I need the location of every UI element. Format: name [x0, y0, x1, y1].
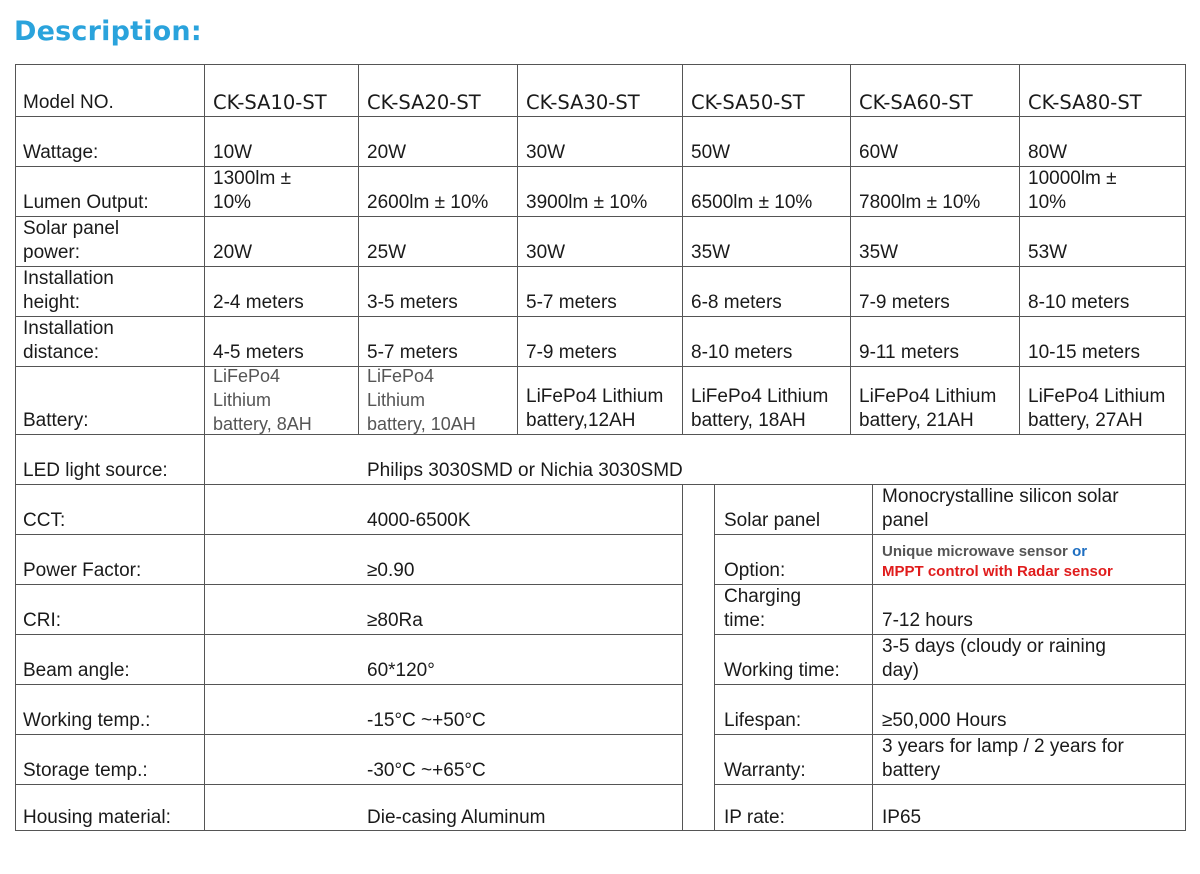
cell-text-line: 35W [691, 242, 731, 263]
cell-text-line: CK-SA60-ST [859, 91, 973, 114]
cell-text-line: 8-10 meters [691, 342, 793, 363]
cell-text-line: 7-9 meters [859, 292, 950, 313]
cell-text-line: 3-5 days (cloudy or raining [882, 636, 1106, 657]
cell-text-line: Philips 3030SMD or Nichia 3030SMD [367, 460, 683, 481]
cell-text-line: 10000lm ± [1028, 168, 1117, 189]
cell-text-line: 20W [367, 142, 407, 163]
cell-text-line: CCT: [23, 510, 66, 531]
right-spec-label [724, 585, 801, 633]
right-spec-label [724, 559, 785, 583]
left-spec-label [23, 509, 65, 533]
right-spec-label [724, 709, 801, 733]
wattage-value-2 [367, 141, 406, 165]
cell-text-line: 4-5 meters [213, 342, 304, 363]
cell-text-line: 10W [213, 142, 253, 163]
model-value-3 [526, 91, 640, 115]
battery-value-4 [691, 385, 828, 433]
lumen-label [23, 191, 149, 215]
cell-text-line: 8-10 meters [1028, 292, 1130, 313]
table-rule [15, 484, 715, 485]
cell-text-line: 7-12 hours [882, 610, 973, 631]
model-value-1 [213, 91, 327, 115]
cell-text-line: CK-SA20-ST [367, 91, 481, 114]
install-distance-value-2 [367, 341, 458, 365]
cell-text-line: 2600lm ± 10% [367, 192, 489, 213]
lumen-value-3 [526, 191, 647, 215]
cell-text-line: battery, 10AH [367, 414, 476, 434]
table-rule [15, 216, 1186, 217]
wattage-label [23, 141, 98, 165]
table-rule [15, 366, 1186, 367]
table-rule [15, 784, 682, 785]
model-value-5 [859, 91, 973, 115]
gap-rule-left [682, 484, 683, 831]
cell-text-line: LiFePo4 Lithium [526, 386, 664, 407]
cell-text-line: -30°C ~+65°C [367, 760, 486, 781]
cell-text-line: power: [23, 242, 81, 263]
install-height-value-4 [691, 291, 782, 315]
cell-text-line: Installation [23, 318, 114, 339]
cell-text-line: Lithium [213, 390, 272, 410]
left-spec-value [367, 709, 486, 733]
cell-text-line: Working time: [724, 660, 840, 681]
cell-text-line: battery, 18AH [691, 410, 806, 431]
cell-text-line: 6-8 meters [691, 292, 782, 313]
cell-text-line: CK-SA10-ST [213, 91, 327, 114]
left-spec-value [367, 559, 414, 583]
right-spec-value [882, 806, 921, 830]
cell-text-line: battery, 21AH [859, 410, 974, 431]
battery-value-5 [859, 385, 996, 433]
solar-power-value-2 [367, 241, 406, 265]
left-spec-label [23, 559, 141, 583]
cell-text-line: 25W [367, 242, 407, 263]
cell-text-line: LiFePo4 Lithium [859, 386, 997, 407]
left-spec-value [367, 659, 435, 683]
table-rule [204, 64, 205, 434]
table-rule [204, 484, 205, 831]
cell-text-line: 35W [859, 242, 899, 263]
wattage-value-6 [1028, 141, 1067, 165]
cell-text-line: Storage temp.: [23, 760, 148, 781]
cell-text-line: Working temp.: [23, 710, 151, 731]
right-spec-value [882, 609, 973, 633]
cell-text-line: Lifespan: [724, 710, 802, 731]
cell-text-line: Solar panel [23, 218, 120, 239]
model-value-2 [367, 91, 481, 115]
led-label [23, 459, 168, 483]
cell-text-line: ≥0.90 [367, 560, 415, 581]
install-height-label [23, 267, 114, 315]
cell-text-line: 5-7 meters [526, 292, 617, 313]
solar-power-value-6 [1028, 241, 1067, 265]
option-microwave-text: Unique microwave sensor [882, 543, 1073, 560]
table-border-left [15, 64, 16, 831]
right-spec-value [882, 485, 1119, 533]
wattage-value-1 [213, 141, 252, 165]
cell-text-line: Beam angle: [23, 660, 130, 681]
table-rule [15, 634, 682, 635]
cell-text-line: 30W [526, 242, 566, 263]
cell-text-line: Installation [23, 268, 114, 289]
cell-text-line: Model NO. [23, 92, 114, 113]
lumen-value-5 [859, 191, 980, 215]
cell-text-line: 7-9 meters [526, 342, 617, 363]
table-rule [15, 684, 682, 685]
cell-text-line: CK-SA80-ST [1028, 91, 1142, 114]
cell-text-line: 30W [526, 142, 566, 163]
install-height-value-5 [859, 291, 950, 315]
cell-text-line: distance: [23, 342, 100, 363]
cell-text-line: 1300lm ± [213, 168, 292, 189]
battery-value-2 [367, 364, 476, 436]
table-border-top [15, 64, 1186, 65]
cell-text-line: battery, 27AH [1028, 410, 1143, 431]
model-label [23, 91, 114, 115]
cell-text-line: Option: [724, 560, 786, 581]
table-rule [15, 266, 1186, 267]
cell-text-line: 10% [213, 192, 252, 213]
install-distance-value-5 [859, 341, 959, 365]
table-rule [15, 584, 682, 585]
cell-text-line: time: [724, 610, 766, 631]
table-rule [714, 534, 1186, 535]
solar-power-value-5 [859, 241, 898, 265]
table-rule [15, 166, 1186, 167]
solar-power-value-4 [691, 241, 730, 265]
install-height-value-3 [526, 291, 617, 315]
right-spec-label [724, 759, 806, 783]
table-rule [850, 64, 851, 434]
page-title: Description: [14, 16, 202, 47]
cell-text-line: ≥50,000 Hours [882, 710, 1007, 731]
table-border-right [1185, 64, 1186, 831]
right-spec-label [724, 509, 820, 533]
wattage-value-3 [526, 141, 565, 165]
lumen-value-2 [367, 191, 488, 215]
left-spec-label [23, 806, 171, 830]
led-value [367, 459, 683, 483]
cell-text-line: 50W [691, 142, 731, 163]
cell-text-line: 4000-6500K [367, 510, 471, 531]
battery-label [23, 409, 88, 433]
cell-text-line: LED light source: [23, 460, 168, 481]
cell-text-line: 80W [1028, 142, 1068, 163]
cell-text-line: 9-11 meters [859, 342, 959, 363]
cell-text-line: Lithium [367, 390, 426, 410]
left-spec-label [23, 609, 61, 633]
cell-text-line: Die-casing Aluminum [367, 807, 546, 828]
cell-text-line: height: [23, 292, 81, 313]
install-height-value-1 [213, 291, 304, 315]
cell-text-line: Battery: [23, 410, 89, 431]
model-value-6 [1028, 91, 1142, 115]
cell-text-line: 53W [1028, 242, 1068, 263]
install-distance-value-1 [213, 341, 304, 365]
table-rule [714, 684, 1186, 685]
left-spec-label [23, 759, 148, 783]
install-height-value-6 [1028, 291, 1129, 315]
option-mppt-text: MPPT control with Radar sensor [882, 563, 1113, 580]
table-rule [15, 434, 1186, 435]
table-rule [714, 784, 1186, 785]
cell-text-line: LiFePo4 Lithium [1028, 386, 1166, 407]
solar-power-value-1 [213, 241, 252, 265]
cell-text-line: CK-SA50-ST [691, 91, 805, 114]
cell-text-line: IP rate: [724, 807, 785, 828]
cell-text-line: battery, 8AH [213, 414, 312, 434]
left-spec-label [23, 659, 130, 683]
option-value [882, 542, 1113, 582]
cell-text-line: IP65 [882, 807, 922, 828]
table-rule [15, 316, 1186, 317]
table-rule [15, 116, 1186, 117]
right-spec-label [724, 659, 840, 683]
solar-power-value-3 [526, 241, 565, 265]
right-spec-value [882, 735, 1124, 783]
table-rule [517, 64, 518, 434]
cell-text-line: Power Factor: [23, 560, 142, 581]
right-spec-label [724, 806, 785, 830]
table-border-bottom [15, 830, 1186, 831]
option-or-text: or [1072, 543, 1088, 560]
cell-text-line: Wattage: [23, 142, 99, 163]
lumen-value-4 [691, 191, 812, 215]
cell-text-line: 3 years for lamp / 2 years for [882, 736, 1124, 757]
left-spec-value [367, 806, 545, 830]
install-distance-value-6 [1028, 341, 1140, 365]
battery-value-1 [213, 364, 312, 436]
gap-rule-right [714, 484, 715, 831]
cell-text-line: ≥80Ra [367, 610, 423, 631]
battery-value-3 [526, 385, 663, 433]
install-distance-value-3 [526, 341, 617, 365]
install-distance-value-4 [691, 341, 792, 365]
cell-text-line: day) [882, 660, 919, 681]
cell-text-line: 3900lm ± 10% [526, 192, 648, 213]
cell-text-line: 6500lm ± 10% [691, 192, 813, 213]
option-line-1 [882, 542, 1113, 562]
cell-text-line: 10-15 meters [1028, 342, 1140, 363]
cell-text-line: 60*120° [367, 660, 435, 681]
wattage-value-5 [859, 141, 898, 165]
install-distance-label [23, 317, 114, 365]
cell-text-line: Warranty: [724, 760, 806, 781]
spec-table [15, 64, 1186, 831]
cell-text-line: 60W [859, 142, 899, 163]
right-spec-value [882, 635, 1106, 683]
solar-power-label [23, 217, 119, 265]
wattage-value-4 [691, 141, 730, 165]
cell-text-line: battery [882, 760, 941, 781]
table-rule [682, 64, 683, 434]
cell-text-line: battery,12AH [526, 410, 636, 431]
model-value-4 [691, 91, 805, 115]
cell-text-line: Charging [724, 586, 802, 607]
table-rule [872, 484, 873, 831]
left-spec-value [367, 509, 471, 533]
left-spec-value [367, 759, 486, 783]
cell-text-line: Housing material: [23, 807, 171, 828]
cell-text-line: 3-5 meters [367, 292, 458, 313]
cell-text-line: LiFePo4 [213, 366, 281, 386]
cell-text-line: 7800lm ± 10% [859, 192, 981, 213]
cell-text-line: Monocrystalline silicon solar [882, 486, 1119, 507]
cell-text-line: 5-7 meters [367, 342, 458, 363]
cell-text-line: CRI: [23, 610, 61, 631]
cell-text-line: Lumen Output: [23, 192, 149, 213]
lumen-value-6 [1028, 167, 1117, 215]
table-rule [204, 434, 205, 484]
install-height-value-2 [367, 291, 458, 315]
lumen-value-1 [213, 167, 291, 215]
cell-text-line: LiFePo4 [367, 366, 435, 386]
left-spec-label [23, 709, 150, 733]
right-spec-value [882, 709, 1007, 733]
cell-text-line: 20W [213, 242, 253, 263]
cell-text-line: Solar panel [724, 510, 821, 531]
battery-value-6 [1028, 385, 1165, 433]
table-rule [15, 734, 682, 735]
cell-text-line: panel [882, 510, 929, 531]
cell-text-line: 10% [1028, 192, 1067, 213]
table-rule [1019, 64, 1020, 434]
cell-text-line: -15°C ~+50°C [367, 710, 486, 731]
cell-text-line: CK-SA30-ST [526, 91, 640, 114]
cell-text-line: 2-4 meters [213, 292, 304, 313]
table-rule [358, 64, 359, 434]
left-spec-value [367, 609, 423, 633]
table-rule [15, 534, 682, 535]
cell-text-line: LiFePo4 Lithium [691, 386, 829, 407]
